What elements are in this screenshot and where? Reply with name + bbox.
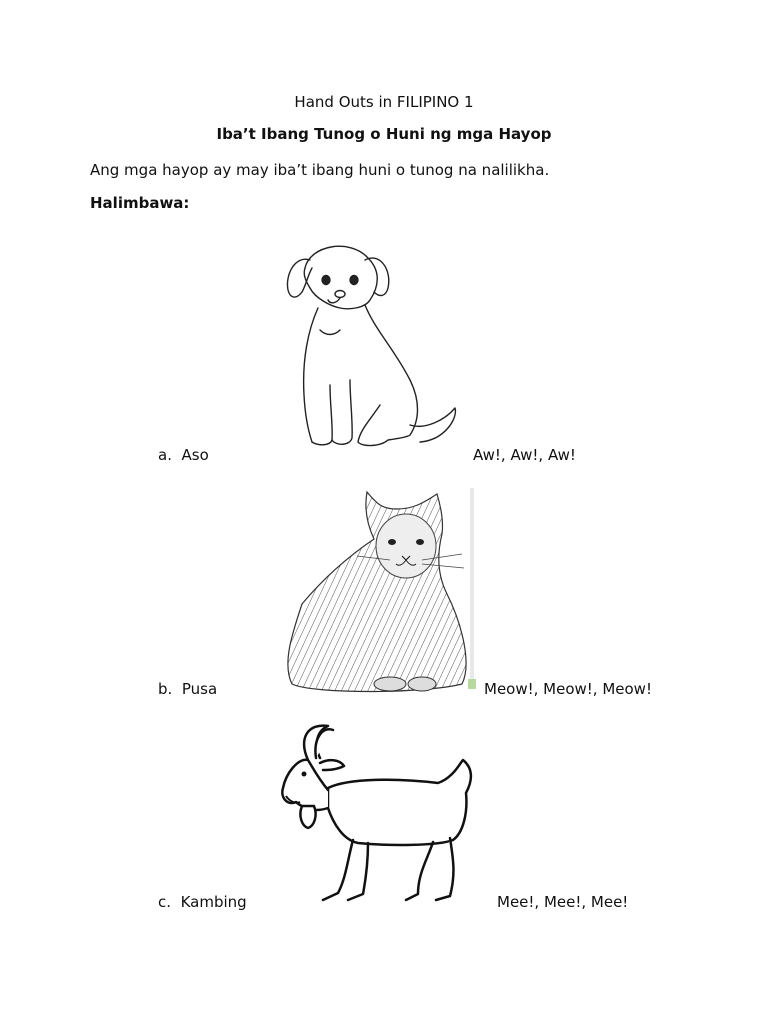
item-marker: b. [158, 680, 173, 698]
cat-illustration [272, 484, 502, 696]
goat-illustration [268, 718, 480, 910]
handout-title: Hand Outs in FILIPINO 1 [294, 93, 474, 111]
handout-subtitle: Iba’t Ibang Tunog o Huni ng mga Hayop [216, 125, 552, 143]
item-marker: a. [158, 446, 172, 464]
animal-name: Pusa [181, 680, 218, 698]
dog-illustration [270, 230, 470, 455]
animal-sound: Mee!, Mee!, Mee! [497, 893, 629, 911]
animal-sound: Aw!, Aw!, Aw! [473, 446, 576, 464]
animal-name: Aso [181, 446, 209, 464]
list-item-pusa [158, 680, 217, 698]
example-heading: Halimbawa: [90, 194, 190, 212]
list-item-kambing [158, 893, 247, 911]
item-marker: c. [158, 893, 172, 911]
list-item-aso [158, 446, 209, 464]
animal-sound: Meow!, Meow!, Meow! [484, 680, 652, 698]
intro-paragraph: Ang mga hayop ay may iba’t ibang huni o tunog na nalilikha. [90, 161, 550, 179]
animal-name: Kambing [180, 893, 247, 911]
